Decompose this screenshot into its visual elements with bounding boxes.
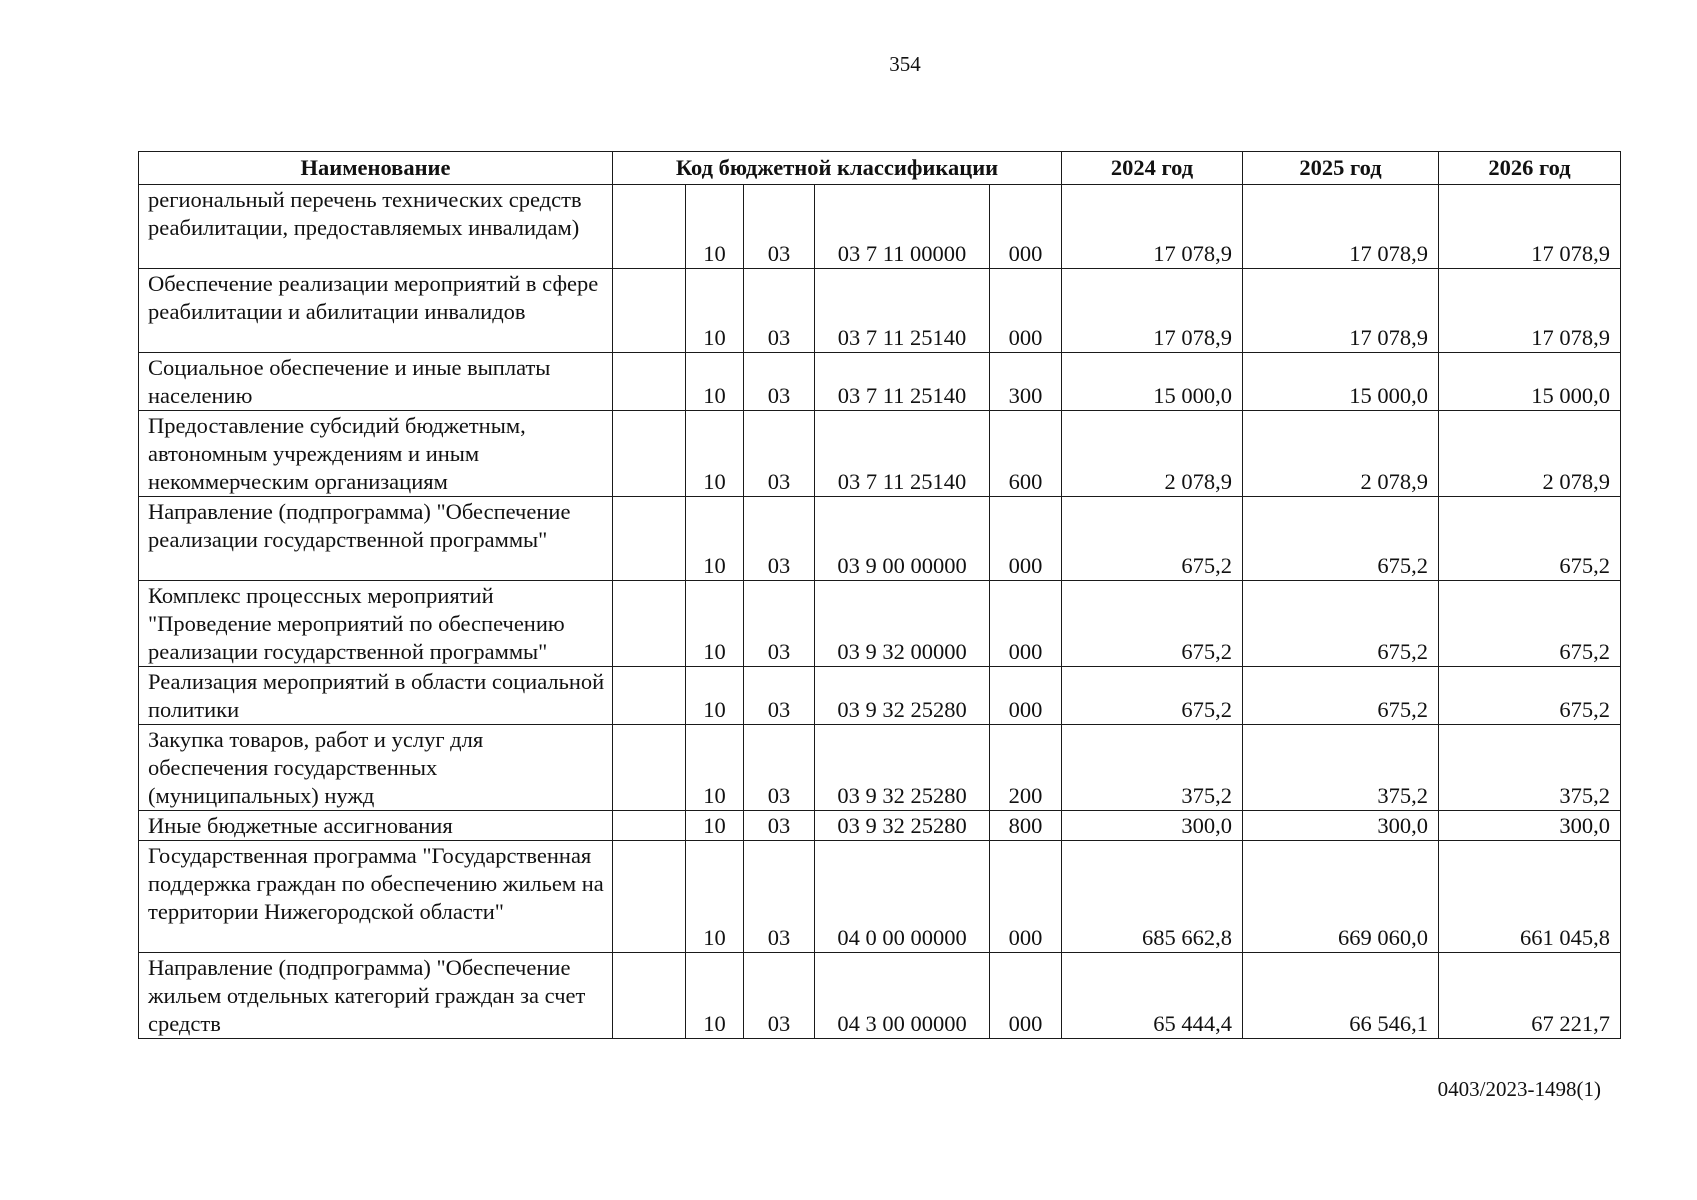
cell-code-section (613, 953, 686, 1039)
cell-amount-2025: 300,0 (1243, 811, 1439, 841)
cell-amount-2024: 15 000,0 (1062, 353, 1243, 411)
page-number: 354 (889, 52, 921, 76)
cell-code-chapter: 10 (686, 353, 744, 411)
cell-code-subsection: 03 (744, 725, 815, 811)
cell-code-chapter: 10 (686, 497, 744, 581)
cell-name: Социальное обеспечение и иные выплаты населению (139, 353, 613, 411)
cell-amount-2025: 375,2 (1243, 725, 1439, 811)
table-row (139, 953, 1621, 1039)
table-header-row (139, 152, 1621, 185)
cell-code-chapter: 10 (686, 269, 744, 353)
cell-code-subsection: 03 (744, 411, 815, 497)
cell-amount-2026: 67 221,7 (1439, 953, 1621, 1039)
cell-amount-2026: 675,2 (1439, 497, 1621, 581)
cell-amount-2026: 675,2 (1439, 581, 1621, 667)
cell-amount-2024: 675,2 (1062, 581, 1243, 667)
cell-name: региональный перечень технических средств реабилитации, предоставляемых инвалидам) (139, 185, 613, 269)
cell-amount-2025: 66 546,1 (1243, 953, 1439, 1039)
cell-name: Предоставление субсидий бюджетным, автономным учреждениям и иным некоммерческим организациям (139, 411, 613, 497)
cell-amount-2026: 15 000,0 (1439, 353, 1621, 411)
header-2026: 2026 год (1439, 152, 1621, 185)
cell-amount-2026: 2 078,9 (1439, 411, 1621, 497)
cell-amount-2026: 300,0 (1439, 811, 1621, 841)
cell-code-chapter: 10 (686, 185, 744, 269)
cell-code-section (613, 811, 686, 841)
cell-code-expense-type: 000 (990, 841, 1062, 953)
cell-code-target: 03 9 32 25280 (815, 811, 990, 841)
cell-name: Направление (подпрограмма) "Обеспечение реализации государственной программы" (139, 497, 613, 581)
cell-code-expense-type: 000 (990, 185, 1062, 269)
cell-name: Обеспечение реализации мероприятий в сфере реабилитации и абилитации инвалидов (139, 269, 613, 353)
header-name: Наименование (139, 152, 613, 185)
cell-code-section (613, 411, 686, 497)
cell-code-chapter: 10 (686, 725, 744, 811)
cell-code-target: 04 3 00 00000 (815, 953, 990, 1039)
cell-amount-2026: 17 078,9 (1439, 185, 1621, 269)
cell-code-section (613, 269, 686, 353)
cell-code-expense-type: 000 (990, 667, 1062, 725)
cell-amount-2026: 661 045,8 (1439, 841, 1621, 953)
cell-amount-2024: 17 078,9 (1062, 185, 1243, 269)
cell-code-target: 04 0 00 00000 (815, 841, 990, 953)
cell-code-expense-type: 000 (990, 269, 1062, 353)
cell-name: Направление (подпрограмма) "Обеспечение жильем отдельных категорий граждан за счет средств (139, 953, 613, 1039)
cell-amount-2024: 375,2 (1062, 725, 1243, 811)
header-2025: 2025 год (1243, 152, 1439, 185)
cell-amount-2026: 675,2 (1439, 667, 1621, 725)
cell-name: Иные бюджетные ассигнования (139, 811, 613, 841)
cell-amount-2024: 65 444,4 (1062, 953, 1243, 1039)
table-row (139, 411, 1621, 497)
cell-code-target: 03 9 32 25280 (815, 725, 990, 811)
cell-name: Реализация мероприятий в области социальной политики (139, 667, 613, 725)
document-id: 0403/2023-1498(1) (1437, 1077, 1601, 1101)
cell-amount-2024: 2 078,9 (1062, 411, 1243, 497)
cell-name: Государственная программа "Государственная поддержка граждан по обеспечению жильем на территории Нижегородской области" (139, 841, 613, 953)
table-row (139, 353, 1621, 411)
cell-code-target: 03 9 32 25280 (815, 667, 990, 725)
cell-code-target: 03 9 32 00000 (815, 581, 990, 667)
cell-code-subsection: 03 (744, 581, 815, 667)
header-code: Код бюджетной классификации (613, 152, 1062, 185)
table-row (139, 269, 1621, 353)
cell-code-subsection: 03 (744, 185, 815, 269)
cell-code-chapter: 10 (686, 411, 744, 497)
cell-name: Закупка товаров, работ и услуг для обеспечения государственных (муниципальных) нужд (139, 725, 613, 811)
cell-code-chapter: 10 (686, 953, 744, 1039)
cell-amount-2024: 17 078,9 (1062, 269, 1243, 353)
table-row (139, 841, 1621, 953)
cell-code-expense-type: 300 (990, 353, 1062, 411)
cell-amount-2025: 2 078,9 (1243, 411, 1439, 497)
cell-amount-2026: 375,2 (1439, 725, 1621, 811)
cell-code-expense-type: 800 (990, 811, 1062, 841)
cell-amount-2024: 300,0 (1062, 811, 1243, 841)
cell-code-section (613, 185, 686, 269)
cell-amount-2025: 675,2 (1243, 581, 1439, 667)
header-2024: 2024 год (1062, 152, 1243, 185)
table-row (139, 667, 1621, 725)
cell-amount-2025: 15 000,0 (1243, 353, 1439, 411)
cell-code-expense-type: 000 (990, 581, 1062, 667)
cell-code-subsection: 03 (744, 667, 815, 725)
cell-code-section (613, 841, 686, 953)
cell-code-chapter: 10 (686, 811, 744, 841)
cell-code-expense-type: 600 (990, 411, 1062, 497)
cell-code-target: 03 9 00 00000 (815, 497, 990, 581)
cell-amount-2025: 675,2 (1243, 667, 1439, 725)
cell-code-expense-type: 000 (990, 953, 1062, 1039)
cell-code-section (613, 353, 686, 411)
cell-code-section (613, 667, 686, 725)
cell-code-section (613, 581, 686, 667)
table-row (139, 497, 1621, 581)
cell-code-subsection: 03 (744, 269, 815, 353)
cell-amount-2025: 675,2 (1243, 497, 1439, 581)
cell-amount-2024: 675,2 (1062, 667, 1243, 725)
table-row (139, 581, 1621, 667)
cell-code-target: 03 7 11 00000 (815, 185, 990, 269)
cell-amount-2025: 17 078,9 (1243, 269, 1439, 353)
table-row (139, 185, 1621, 269)
cell-code-target: 03 7 11 25140 (815, 269, 990, 353)
table-row (139, 811, 1621, 841)
budget-table (138, 151, 1621, 1039)
cell-code-chapter: 10 (686, 581, 744, 667)
cell-code-chapter: 10 (686, 841, 744, 953)
table-row (139, 725, 1621, 811)
cell-code-subsection: 03 (744, 497, 815, 581)
cell-amount-2026: 17 078,9 (1439, 269, 1621, 353)
cell-code-target: 03 7 11 25140 (815, 411, 990, 497)
cell-amount-2024: 675,2 (1062, 497, 1243, 581)
cell-amount-2025: 669 060,0 (1243, 841, 1439, 953)
cell-code-subsection: 03 (744, 841, 815, 953)
cell-code-section (613, 725, 686, 811)
cell-code-subsection: 03 (744, 353, 815, 411)
cell-amount-2024: 685 662,8 (1062, 841, 1243, 953)
cell-code-expense-type: 200 (990, 725, 1062, 811)
cell-amount-2025: 17 078,9 (1243, 185, 1439, 269)
cell-code-subsection: 03 (744, 953, 815, 1039)
cell-name: Комплекс процессных мероприятий "Проведение мероприятий по обеспечению реализации государственной программы" (139, 581, 613, 667)
cell-code-section (613, 497, 686, 581)
cell-code-chapter: 10 (686, 667, 744, 725)
cell-code-target: 03 7 11 25140 (815, 353, 990, 411)
cell-code-subsection: 03 (744, 811, 815, 841)
table-body (139, 185, 1621, 1039)
cell-code-expense-type: 000 (990, 497, 1062, 581)
